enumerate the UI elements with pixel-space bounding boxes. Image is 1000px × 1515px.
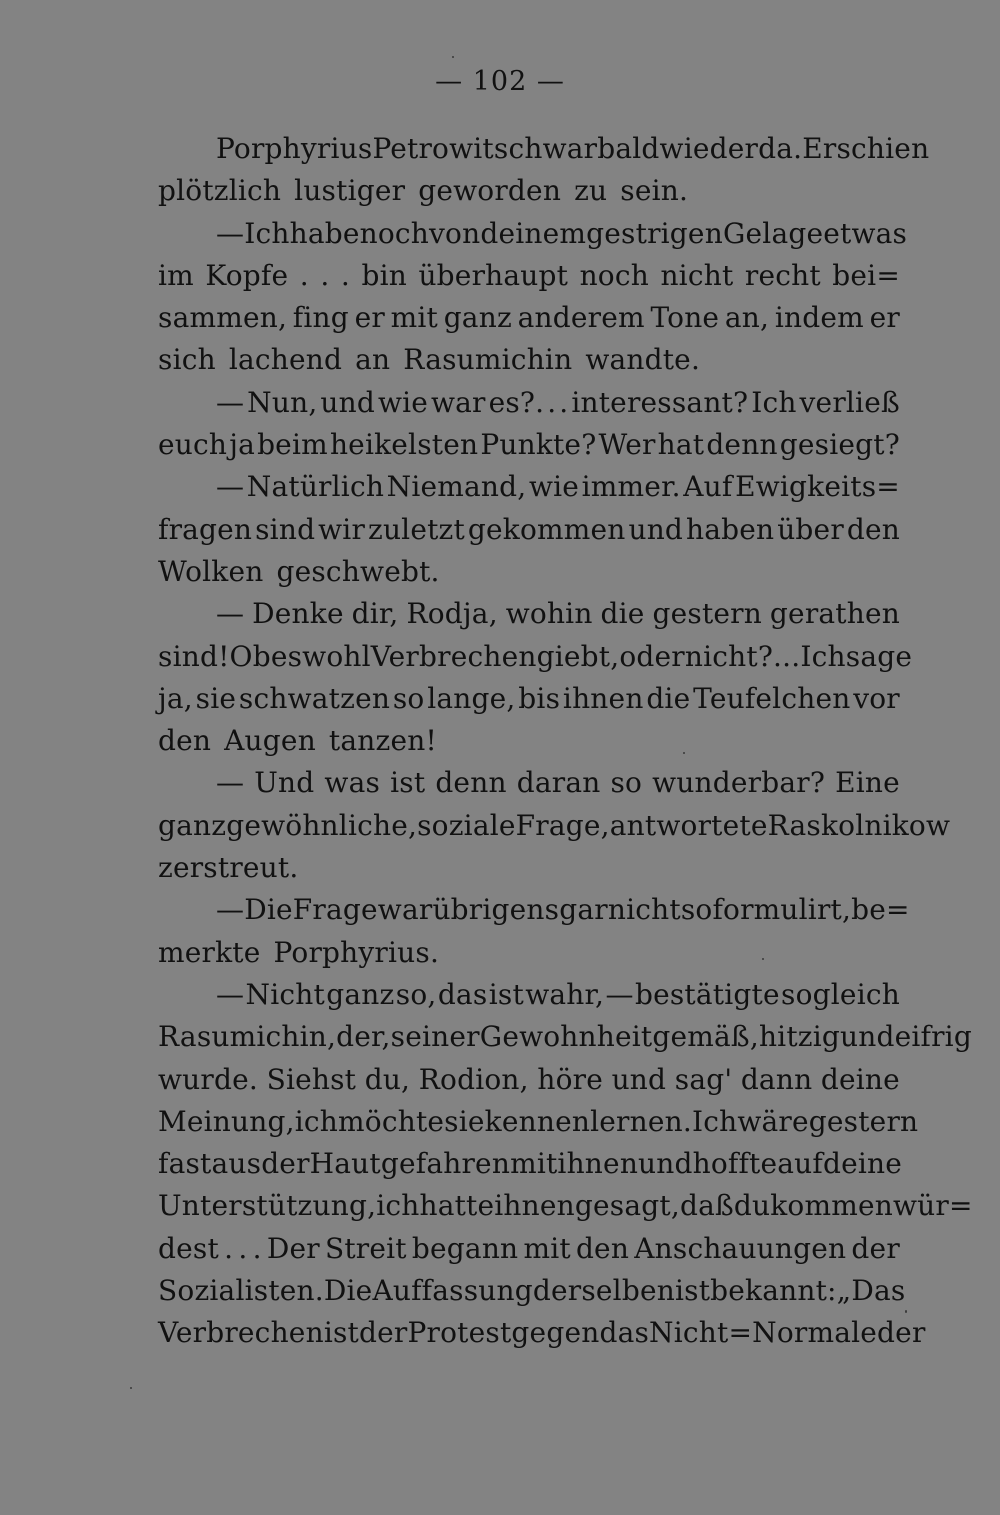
text-line: dest . . . Der Streit begann mit den Anschauungen der [158, 1231, 900, 1265]
text-line: — Nun, und wie war es?. . . interessant? Ich verließ [216, 385, 900, 419]
text-line: — Und was ist denn daran so wunderbar? Eine [216, 766, 900, 800]
paper-speck [683, 752, 685, 754]
text-line: Sozialisten. Die Auffassung derselben ist bekannt: „Das [158, 1274, 906, 1308]
text-line: den Augen tanzen! [158, 724, 437, 758]
text-line: zerstreut. [158, 851, 299, 885]
body-text [158, 128, 973, 1355]
text-line: — Nicht ganz so, das ist wahr, — bestätigte sogleich [216, 977, 900, 1011]
text-line: im Kopfe . . . bin überhaupt noch nicht recht bei= [158, 258, 900, 292]
text-line: wurde. Siehst du, Rodion, höre und sag' dann deine [158, 1062, 900, 1096]
text-line: sind! Ob es wohl Verbrechen giebt, oder nicht?. . . Ich sage [158, 639, 913, 673]
text-line: Porphyrius Petrowitsch war bald wieder da. Er schien [216, 132, 930, 165]
text-line: Verbrechen ist der Protest gegen das Nicht=Normale der [158, 1316, 926, 1350]
text-line: fast aus der Haut gefahren mit ihnen und hoffte auf deine [158, 1147, 903, 1181]
paper-speck [762, 958, 764, 960]
text-line: Rasumichin, der, seiner Gewohnheit gemäß, hitzig und eifrig [158, 1020, 972, 1054]
text-line: Unterstützung, ich hatte ihnen gesagt, daß du kommen wür= [158, 1189, 973, 1223]
text-line: sich lachend an Rasumichin wandte. [158, 343, 701, 377]
text-line: sammen, fing er mit ganz anderem Tone an, indem er [158, 301, 900, 335]
paper-speck [130, 1387, 132, 1389]
text-line: — Natürlich Niemand, wie immer. Auf Ewigkeits= [216, 470, 900, 504]
text-line: — Ich habe noch von deinem gestrigen Gelage etwas [216, 216, 908, 250]
text-line: Wolken geschwebt. [158, 554, 440, 588]
text-line: fragen sind wir zuletzt gekommen und haben über den [158, 512, 900, 546]
text-line: — Denke dir, Rodja, wohin die gestern gerathen [216, 597, 900, 631]
page-number: — 102 — [435, 66, 565, 97]
text-line: euch ja beim heikelsten Punkte? Wer hat denn gesiegt? [158, 428, 900, 462]
paper-speck [452, 56, 454, 58]
text-line: Meinung, ich möchte sie kennen lernen. Ich wäre gestern [158, 1104, 919, 1138]
paper-speck [905, 1310, 907, 1313]
text-line: merkte Porphyrius. [158, 935, 440, 969]
text-line: — Die Frage war übrigens gar nicht so formulirt, be= [216, 893, 910, 927]
text-line: ja, sie schwatzen so lange, bis ihnen die Teufelchen vor [158, 681, 900, 715]
text-line: plötzlich lustiger geworden zu sein. [158, 174, 689, 208]
text-line: ganz gewöhnliche, soziale Frage, antwortete Raskolnikow [158, 808, 951, 842]
